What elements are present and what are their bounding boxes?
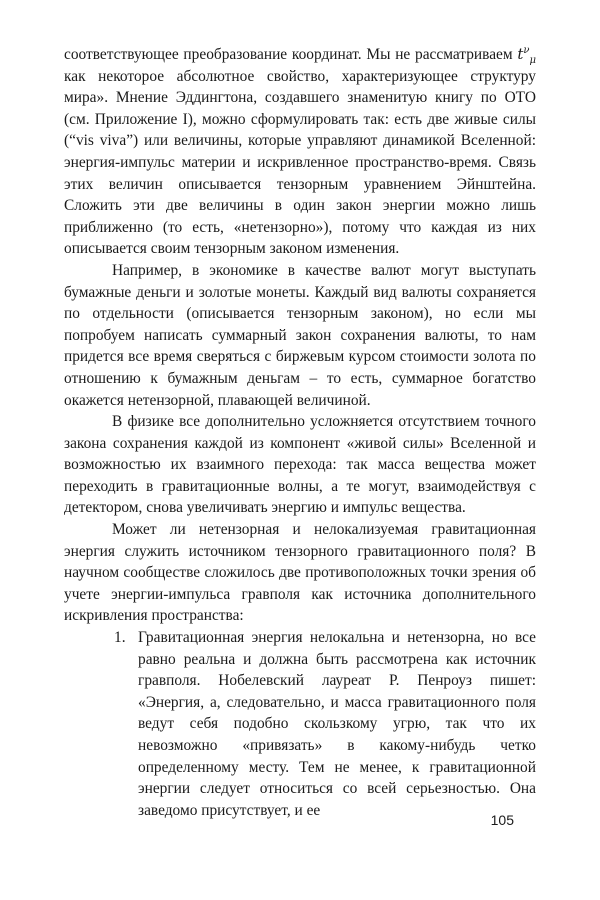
tensor-base: t (517, 45, 524, 63)
page-number: 105 (490, 812, 514, 828)
numbered-list (64, 627, 536, 821)
paragraph-4: Может ли нетензорная и нелокализуемая гравитационная энергия служить источником тензорного гравитационного поля? В научном сообществе сложилось две противоположных точки зрения об учете энергии-импульса гравполя как источника дополнительного искривления пространства: (64, 521, 536, 625)
tensor-superscript: ν (523, 45, 530, 56)
paragraph-1 (64, 44, 536, 260)
paragraph-2: Например, в экономике в качестве валют могут выступать бумажные деньги и золотые монеты. Каждый вид валюты сохраняется по отдельности (описывается тензорным законом), но если мы попробуем написать суммарный закон сохранения валюты, то нам придется все время сверяться с биржевым курсом стоимости золота по отношению к бумажным деньгам – то есть, суммарное богатство окажется нетензорной, плавающей величиной. (64, 261, 536, 409)
paragraph-3: В физике все дополнительно усложняется отсутствием точного закона сохранения каждой из компонент «живой силы» Вселенной и возможностью их взаимного перехода: так масса вещества может переходить в гравитационные волны, а те могут, взаимодействуя с детектором, снова увеличивать энергию и импульс вещества. (64, 413, 536, 517)
paragraph-1-text-end: как некоторое абсолютное свойство, характеризующее структуру мира». Мнение Эддингтона, создавшего знаменитую книгу по ОТО (см. Приложение I), можно сформулировать так: есть две живые силы (“vis viva”) или величины, которые управляют динамикой Вселенной: энергия-импульс материи и искривленное пространство-время. Связь этих величин описывается тензорным уравнением Эйнштейна. Сложить эти две величины в один закон энергии можно лишь приближенно (то есть, «нетензорно»), потому что каждая из них описывается своим тензорным законом изменения. (64, 67, 536, 258)
tensor-symbol (517, 45, 536, 66)
tensor-subscript: μ (529, 55, 536, 66)
list-item (114, 627, 536, 821)
paragraph-1-text-start: соответствующее преобразование координат. Мы не рассматриваем (64, 46, 518, 63)
list-item-number: 1. (114, 629, 126, 647)
list-item-text: Гравитационная энергия нелокальна и нетензорна, но все равно реальна и должна быть рассмотрена как источник гравполя. Нобелевский лауреат Р. Пенроуз пишет: «Энергия, а, следовательно, и масса гравитационного поля ведут себя подобно скользкому угрю, так что их невозможно «привязать» в какому-нибудь четко определенному месту. Тем не менее, к гравитационной энергии следует относиться со всей серьезностью. Она заведомо присутствует, и ее (138, 629, 536, 819)
